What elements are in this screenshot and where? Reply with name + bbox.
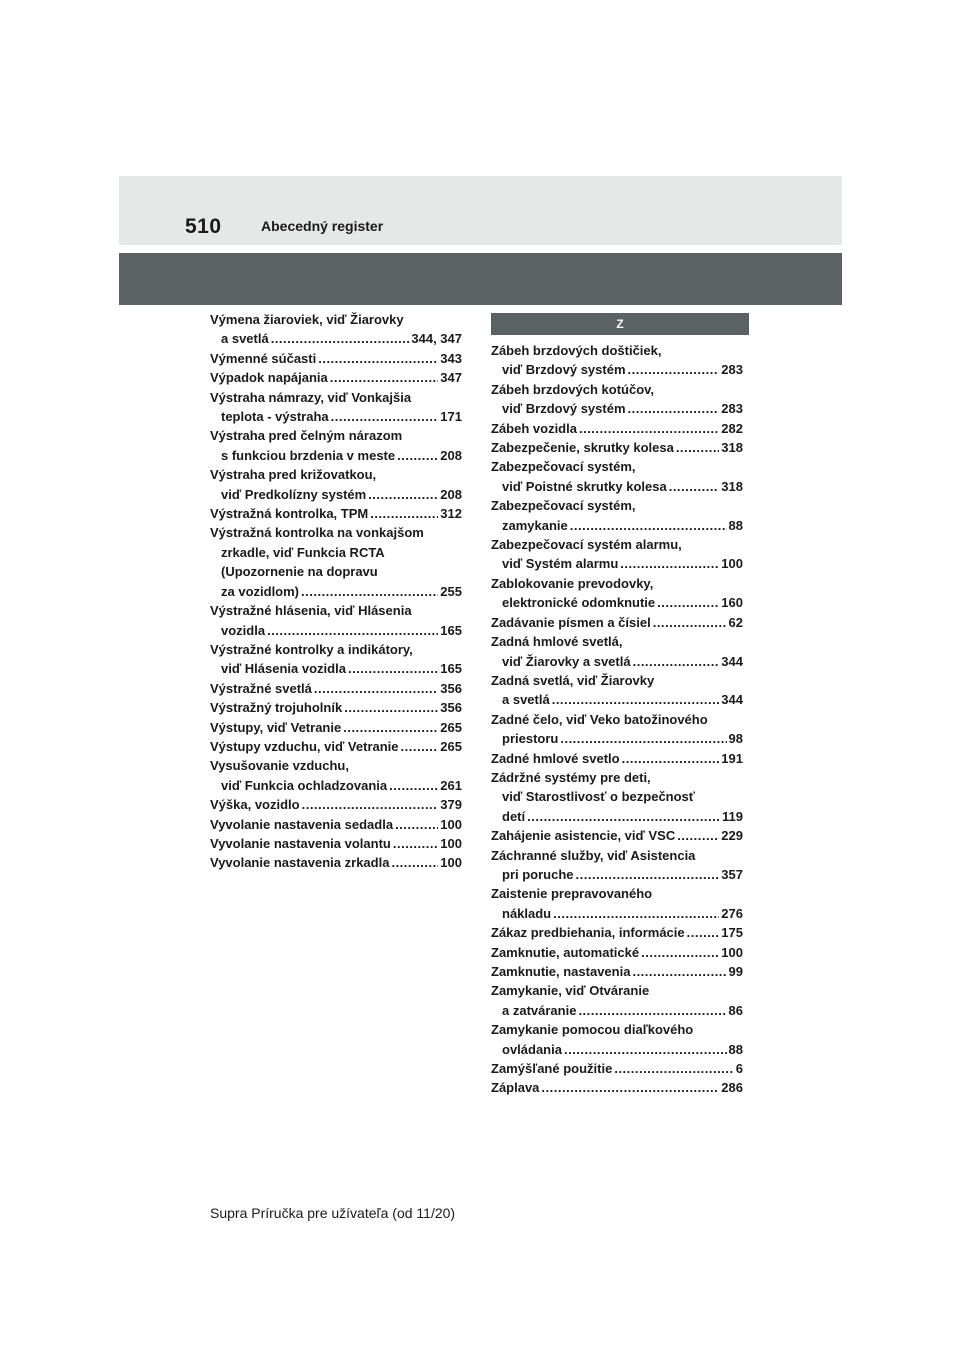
index-entry-page: 283 [721, 401, 743, 417]
index-entry-page: 100 [440, 816, 462, 832]
index-entry-line [491, 360, 743, 379]
dot-leader [657, 593, 719, 612]
index-entry [210, 601, 462, 640]
index-entry-page: 318 [721, 478, 743, 494]
index-entry-text: Výstraha námrazy, viď Vonkajšia [210, 389, 412, 405]
index-entry-text: Výstupy, viď Vetranie [210, 719, 342, 735]
index-entry-line [210, 815, 462, 834]
index-entry [491, 341, 743, 380]
index-entry-page: 344 [721, 692, 743, 708]
index-entry-line [491, 865, 743, 884]
index-entry-text: viď Systém alarmu [502, 556, 619, 572]
index-entry-text: Výstražné svetlá [210, 680, 312, 696]
index-entry [210, 834, 462, 853]
index-entry-line [491, 574, 743, 593]
index-entry-text: nákladu [502, 905, 552, 921]
index-entry-text: Výstupy vzduchu, viď Vetranie [210, 738, 399, 754]
index-entry-line [210, 388, 462, 407]
index-entry-page: 6 [735, 1061, 743, 1077]
index-entry-line [210, 621, 462, 640]
index-entry-text: Výstražný trojuholník [210, 700, 343, 716]
index-entry-line [491, 671, 743, 690]
index-entry-line [491, 516, 743, 535]
dot-leader [527, 807, 720, 826]
index-entry-text: Zaistenie prepravovaného [491, 886, 653, 902]
index-entry-page: 100 [440, 835, 462, 851]
dot-leader [576, 865, 720, 884]
dot-leader [267, 621, 438, 640]
index-entry-text: s funkciou brzdenia v meste [221, 447, 396, 463]
index-entry-text: priestoru [502, 731, 559, 747]
index-entry-text: a zatváranie [502, 1002, 577, 1018]
index-entry-text: viď Brzdový systém [502, 362, 626, 378]
index-entry [210, 465, 462, 504]
index-entry-text: Zamknutie, nastavenia [491, 964, 631, 979]
index-entry-line [491, 1040, 743, 1059]
dot-leader [343, 718, 438, 737]
index-entry-line [491, 923, 743, 942]
index-entry-text: viď Predkolízny systém [221, 486, 367, 502]
index-entry-page: 229 [721, 828, 743, 844]
index-entry [491, 671, 743, 710]
index-entry-line [210, 426, 462, 445]
index-entry-text: Zabezpečovací systém alarmu, [491, 537, 682, 553]
dot-leader [393, 834, 438, 853]
index-entry-line [491, 477, 743, 496]
index-entry-page: 175 [721, 925, 743, 941]
dot-leader [578, 1001, 726, 1020]
index-entry-page: 98 [728, 731, 743, 747]
index-entry-page: 318 [721, 440, 743, 456]
index-entry [210, 795, 462, 814]
index-entry-page: 165 [440, 661, 462, 677]
dot-leader [560, 729, 726, 748]
index-entry-line [210, 310, 462, 329]
index-entry [491, 923, 743, 942]
dot-leader [633, 652, 720, 671]
index-entry [210, 718, 462, 737]
index-entry-text: Vyvolanie nastavenia zrkadla [210, 855, 390, 871]
index-entry-page: 99 [728, 964, 743, 979]
index-entry-text: Zamknutie, automatické [491, 944, 640, 960]
index-entry-text: Výstražná kontrolka, TPM [210, 506, 369, 522]
index-entry-text: viď Poistné skrutky kolesa [502, 478, 667, 494]
index-entry-page: 356 [440, 700, 462, 716]
index-entry-page: 276 [721, 905, 743, 921]
index-entry-page: 100 [721, 944, 743, 960]
index-entry [210, 853, 462, 872]
index-entry-text: Vyvolanie nastavenia sedadla [210, 816, 394, 832]
index-entry-page: 86 [728, 1002, 743, 1018]
index-entry-text: Zadávanie písmen a čísiel [491, 614, 651, 630]
index-entry [491, 710, 743, 749]
dot-leader [552, 690, 720, 709]
index-entry-line [210, 504, 462, 523]
index-entry-text: Zabezpečenie, skrutky kolesa [491, 440, 674, 456]
index-entry-line [491, 768, 743, 787]
dot-leader [301, 582, 438, 601]
index-entry-line [210, 718, 462, 737]
index-entry-text: za vozidlom) [221, 583, 300, 599]
index-entry [210, 737, 462, 756]
dot-leader [395, 815, 438, 834]
index-entry-text: Zábeh vozidla [491, 420, 577, 436]
index-entry-text: Zamykanie pomocou diaľkového [491, 1022, 694, 1038]
index-entry-line [491, 438, 743, 457]
index-entry-line [491, 690, 743, 709]
dot-leader [579, 419, 719, 438]
dot-leader [330, 368, 439, 387]
index-entry-page: 265 [440, 738, 462, 754]
index-entry-line [491, 593, 743, 612]
dot-leader [368, 485, 438, 504]
index-entry-page: 261 [440, 777, 462, 793]
index-entry [210, 640, 462, 679]
dot-leader [314, 679, 438, 698]
index-entry-text: a svetlá [221, 331, 269, 347]
index-entry-line [210, 543, 462, 562]
index-entry-line [491, 981, 743, 1000]
index-entry-line [210, 756, 462, 775]
dot-leader [348, 659, 438, 678]
index-entry-text: Vyvolanie nastavenia volantu [210, 835, 391, 851]
index-entry-line [210, 562, 462, 581]
index-entry-text: Zádržné systémy pre deti, [491, 769, 651, 785]
index-entry-text: Výmena žiaroviek, viď Žiarovky [210, 312, 404, 327]
index-entry-text: Výmenné súčasti [210, 350, 317, 366]
index-entry-page: 357 [721, 866, 743, 882]
index-entry-line [210, 698, 462, 717]
index-entry [210, 756, 462, 795]
index-entry-page: 88 [728, 517, 743, 533]
index-entry-page: 283 [721, 362, 743, 378]
dot-leader [397, 446, 438, 465]
index-entry-text: pri poruche [502, 866, 574, 882]
index-entry [210, 349, 462, 368]
index-entry-line [491, 904, 743, 923]
index-entry-text: Zablokovanie prevodovky, [491, 575, 654, 591]
dot-leader [669, 477, 720, 496]
page-number: 510 [185, 215, 222, 238]
index-entry-text: Výstražné hlásenia, viď Hlásenia [210, 603, 412, 619]
dot-leader [389, 776, 438, 795]
index-entry-page: 165 [440, 622, 462, 638]
index-entry-line [210, 329, 462, 348]
index-entry [491, 846, 743, 885]
header-title: Abecedný register [261, 218, 384, 234]
index-entry-page: 255 [440, 583, 462, 599]
index-entry-line [210, 834, 462, 853]
index-column-left [210, 310, 462, 873]
index-entry-page: 208 [440, 486, 462, 502]
index-entry [491, 962, 743, 981]
index-entry [491, 535, 743, 574]
index-entry-text: Zadné hmlové svetlo [491, 750, 620, 766]
index-entry [210, 388, 462, 427]
index-entry-line [491, 884, 743, 903]
index-entry [491, 457, 743, 496]
index-entry-line [491, 710, 743, 729]
index-entry [491, 943, 743, 962]
index-entry [491, 1059, 743, 1078]
index-entry-line [210, 349, 462, 368]
index-entry [491, 496, 743, 535]
index-entry-text: Výstraha pred križovatkou, [210, 467, 377, 483]
dot-leader [564, 1040, 727, 1059]
index-entry-line [491, 457, 743, 476]
index-entry [210, 426, 462, 465]
index-entry-text: Zabezpečovací systém, [491, 459, 636, 475]
index-entry-text: detí [502, 808, 526, 824]
index-entry-page: 62 [728, 614, 743, 630]
index-entry-page: 265 [440, 719, 462, 735]
index-entry [491, 826, 743, 845]
index-entry-line [210, 523, 462, 542]
index-entry [210, 679, 462, 698]
dot-leader [676, 438, 719, 457]
index-entry-text: Zamýšľané použitie [491, 1061, 613, 1077]
index-entry-text: Zábeh brzdových kotúčov, [491, 381, 655, 397]
index-entry-line [210, 776, 462, 795]
index-entry-line [210, 465, 462, 484]
index-entry-page: 286 [721, 1080, 743, 1096]
index-entry-text: Výstražné kontrolky a indikátory, [210, 641, 413, 657]
index-entry-page: 88 [728, 1041, 743, 1057]
index-entry-text: vozidla [221, 622, 266, 638]
index-entry-text: Vysušovanie vzduchu, [210, 758, 349, 774]
index-entry [491, 380, 743, 419]
index-entry-page: 347 [440, 370, 462, 386]
index-entry-text: viď Brzdový systém [502, 401, 626, 417]
index-entry-line [491, 496, 743, 515]
index-entry-text: Výška, vozidlo [210, 797, 300, 813]
index-entry-line [491, 749, 743, 768]
index-entry-page: 191 [721, 750, 743, 766]
index-entry [491, 632, 743, 671]
index-entry-line [491, 652, 743, 671]
index-entry [210, 310, 462, 349]
index-entry-line [210, 795, 462, 814]
index-entry-line [491, 341, 743, 360]
index-entry-line [210, 407, 462, 426]
index-entry [491, 419, 743, 438]
index-entry [491, 749, 743, 768]
dot-leader [271, 329, 410, 348]
dot-leader [344, 698, 438, 717]
index-entry-line [210, 485, 462, 504]
index-entry-text: Zamykanie, viď Otváranie [491, 983, 650, 999]
dot-leader [628, 360, 720, 379]
index-entry-line [210, 446, 462, 465]
index-entry-page: 100 [440, 855, 462, 871]
index-entry [491, 438, 743, 457]
dot-leader [622, 749, 720, 768]
index-entry-text: Výstraha pred čelným nárazom [210, 428, 403, 444]
index-entry-line [491, 787, 743, 806]
index-entry-text: (Upozornenie na dopravu [221, 564, 378, 580]
index-entry-text: Zábeh brzdových doštičiek, [491, 343, 662, 358]
index-entry-line [491, 399, 743, 418]
index-entry [210, 698, 462, 717]
dot-leader [370, 504, 438, 523]
index-entry-page: 379 [440, 797, 462, 813]
index-entry-text: Zadná hmlové svetlá, [491, 634, 623, 650]
index-column-right [491, 341, 743, 1098]
index-entry-text: Zabezpečovací systém, [491, 498, 636, 514]
dot-leader [620, 554, 719, 573]
index-entry-line [491, 554, 743, 573]
dot-leader [677, 826, 719, 845]
index-entry-page: 160 [721, 595, 743, 611]
dot-leader [318, 349, 438, 368]
footer-text: Supra Príručka pre užívateľa (od 11/20) [210, 1205, 456, 1221]
dot-leader [687, 923, 720, 942]
index-entry-text: Zadné čelo, viď Veko batožinového [491, 711, 708, 727]
index-entry-text: Záplava [491, 1080, 540, 1096]
index-entry-page: 356 [440, 680, 462, 696]
index-entry-text: elektronické odomknutie [502, 595, 656, 611]
index-entry-page: 171 [440, 409, 462, 425]
index-entry-text: Zákaz predbiehania, informácie [491, 925, 685, 941]
index-entry-line [491, 613, 743, 632]
index-entry-text: viď Žiarovky a svetlá [502, 653, 631, 669]
index-entry-text: Výstražná kontrolka na vonkajšom [210, 525, 424, 541]
index-entry-text: zrkadle, viď Funkcia RCTA [221, 544, 385, 560]
index-entry-line [210, 679, 462, 698]
dot-leader [391, 853, 438, 872]
index-entry-page: 282 [721, 420, 743, 436]
dot-leader [641, 943, 719, 962]
index-entry [491, 884, 743, 923]
index-entry-line [491, 1059, 743, 1078]
index-entry [210, 504, 462, 523]
dot-leader [653, 613, 727, 632]
index-entry-line [491, 1078, 743, 1097]
dot-leader [302, 795, 439, 814]
index-entry-line [210, 582, 462, 601]
index-entry-line [210, 853, 462, 872]
index-entry [491, 768, 743, 826]
index-entry-line [210, 601, 462, 620]
dot-leader [628, 399, 720, 418]
index-entry [491, 981, 743, 1020]
index-entry-line [491, 1001, 743, 1020]
index-entry-line [210, 368, 462, 387]
index-entry-page: 208 [440, 447, 462, 463]
index-entry-page: 344 [721, 653, 743, 669]
index-entry-line [210, 659, 462, 678]
index-entry [210, 523, 462, 601]
index-entry-page: 344, 347 [411, 331, 462, 347]
index-entry-line [491, 943, 743, 962]
dot-leader [570, 516, 727, 535]
index-entry-line [491, 962, 743, 981]
index-entry-page: 119 [722, 808, 743, 824]
index-entry-page: 312 [440, 506, 462, 522]
index-entry [491, 574, 743, 613]
index-entry-text: a svetlá [502, 692, 550, 708]
dot-leader [553, 904, 719, 923]
index-entry-text: ovládania [502, 1041, 562, 1057]
index-entry [491, 1020, 743, 1059]
index-entry-line [491, 380, 743, 399]
index-entry-line [491, 807, 743, 826]
index-entry [491, 613, 743, 632]
index-entry-line [491, 729, 743, 748]
index-entry-page: 343 [440, 350, 462, 366]
dot-leader [614, 1059, 733, 1078]
index-entry [491, 1078, 743, 1097]
index-entry-text: viď Starostlivosť o bezpečnosť [502, 789, 696, 805]
index-entry-text: Záchranné služby, viď Asistencia [491, 847, 696, 863]
index-entry-line [491, 535, 743, 554]
index-entry-line [491, 846, 743, 865]
dot-leader [632, 962, 726, 981]
dot-leader [331, 407, 439, 426]
index-entry-text: Zadná svetlá, viď Žiarovky [491, 672, 655, 688]
index-entry-line [491, 632, 743, 651]
index-entry [210, 815, 462, 834]
index-entry-text: teplota - výstraha [221, 409, 329, 425]
dot-leader [401, 737, 439, 756]
index-entry-text: Zahájenie asistencie, viď VSC [491, 828, 676, 844]
index-entry-line [491, 1020, 743, 1039]
index-entry-line [210, 737, 462, 756]
index-entry-line [491, 826, 743, 845]
index-entry-text: Výpadok napájania [210, 370, 328, 386]
index-entry-line [210, 640, 462, 659]
index-entry-text: viď Funkcia ochladzovania [221, 777, 388, 793]
header-dark-band [119, 253, 842, 305]
index-entry-page: 100 [721, 556, 743, 572]
section-letter-bar: Z [491, 313, 749, 335]
index-entry-text: viď Hlásenia vozidla [221, 661, 346, 677]
index-entry [210, 368, 462, 387]
header-band [119, 176, 842, 245]
dot-leader [541, 1078, 719, 1097]
index-entry-line [491, 419, 743, 438]
index-entry-text: zamykanie [502, 517, 568, 533]
